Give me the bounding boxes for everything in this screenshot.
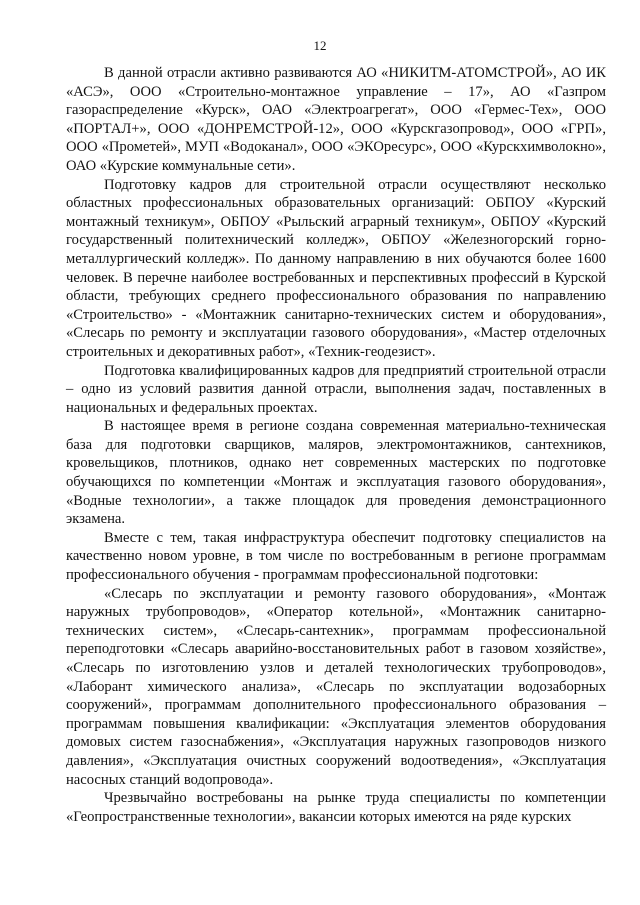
paragraph-programs-list: «Слесарь по эксплуатации и ремонту газового оборудования», «Монтаж наружных трубопроводов», «Оператор котельной», «Монтажник санитарно-технических систем», «Слесарь-сантехник», программам профессиональной переподготовки «Слесарь аварийно-восстановительных работ в газовом хозяйстве», «Слесарь по изготовлению узлов и деталей технологических трубопроводов», «Лаборант химического анализа», «Слесарь по эксплуатации водозаборных сооружений», программам дополнительного профессионального образования – программам повышения квалификации: «Эксплуатация элементов оборудования домовых систем газоснабжения», «Эксплуатация наружных газопроводов низкого давления», «Эксплуатация очистных сооружений водоотведения», «Эксплуатация насосных станций водопровода».	[66, 585, 606, 788]
document-body	[66, 64, 606, 826]
paragraph-material-base: В настоящее время в регионе создана современная материально-техническая база для подготовки сварщиков, маляров, электромонтажников, сантехников, кровельщиков, плотников, однако нет современных мастерских по подготовке обучающихся по компетенции «Монтаж и эксплуатация газового оборудования», «Водные технологии», а также площадок для проведения демонстрационного экзамена.	[66, 418, 606, 528]
paragraph-geospatial: Чрезвычайно востребованы на рынке труда специалисты по компетенции «Геопространственные технологии», вакансии которых имеются на ряде курских	[66, 790, 606, 825]
paragraph-training-organizations: Подготовку кадров для строительной отрасли осуществляют несколько областных профессиональных образовательных организаций: ОБПОУ «Курский монтажный техникум», ОБПОУ «Рыльский аграрный техникум», ОБПОУ «Курский государственный политехнический колледж», ОБПОУ «Железногорский горно-металлургический колледж». По данному направлению в них обучаются более 1600 человек. В перечне наиболее востребованных и перспективных профессий в Курской области, требующих среднего профессионального образования по направлению «Строительство» - «Монтажник санитарно-технических систем и оборудования», «Слесарь по ремонту и эксплуатации газового оборудования», «Мастер отделочных строительных и декоративных работ», «Техник-геодезист».	[66, 176, 606, 360]
paragraph-infrastructure: Вместе с тем, такая инфраструктура обеспечит подготовку специалистов на качественно новом уровне, в том числе по востребованным в регионе программам профессионального обучения - программам профессиональной подготовки:	[66, 529, 606, 584]
paragraph-qualified-personnel: Подготовка квалифицированных кадров для предприятий строительной отрасли – одно из условий развития данной отрасли, выполнения задач, поставленных в национальных и федеральных проектах.	[66, 362, 606, 416]
page-number: 12	[313, 38, 327, 53]
paragraph-construction-companies: В данной отрасли активно развиваются АО «НИКИТМ-АТОМСТРОЙ», АО ИК «АСЭ», ООО «Строительно-монтажное управление – 17», АО «Газпром газораспределение «Курск», ОАО «Электроагрегат», ООО «Гермес-Тех», ООО «ПОРТАЛ+», ООО «ДОНРЕМСТРОЙ-12», ООО «Курскгазопровод», ООО «ГРП», ООО «Прометей», МУП «Водоканал», ООО «ЭКОресурс», ООО «Курскхимволокно», ОАО «Курские коммунальные сети».	[66, 65, 606, 174]
